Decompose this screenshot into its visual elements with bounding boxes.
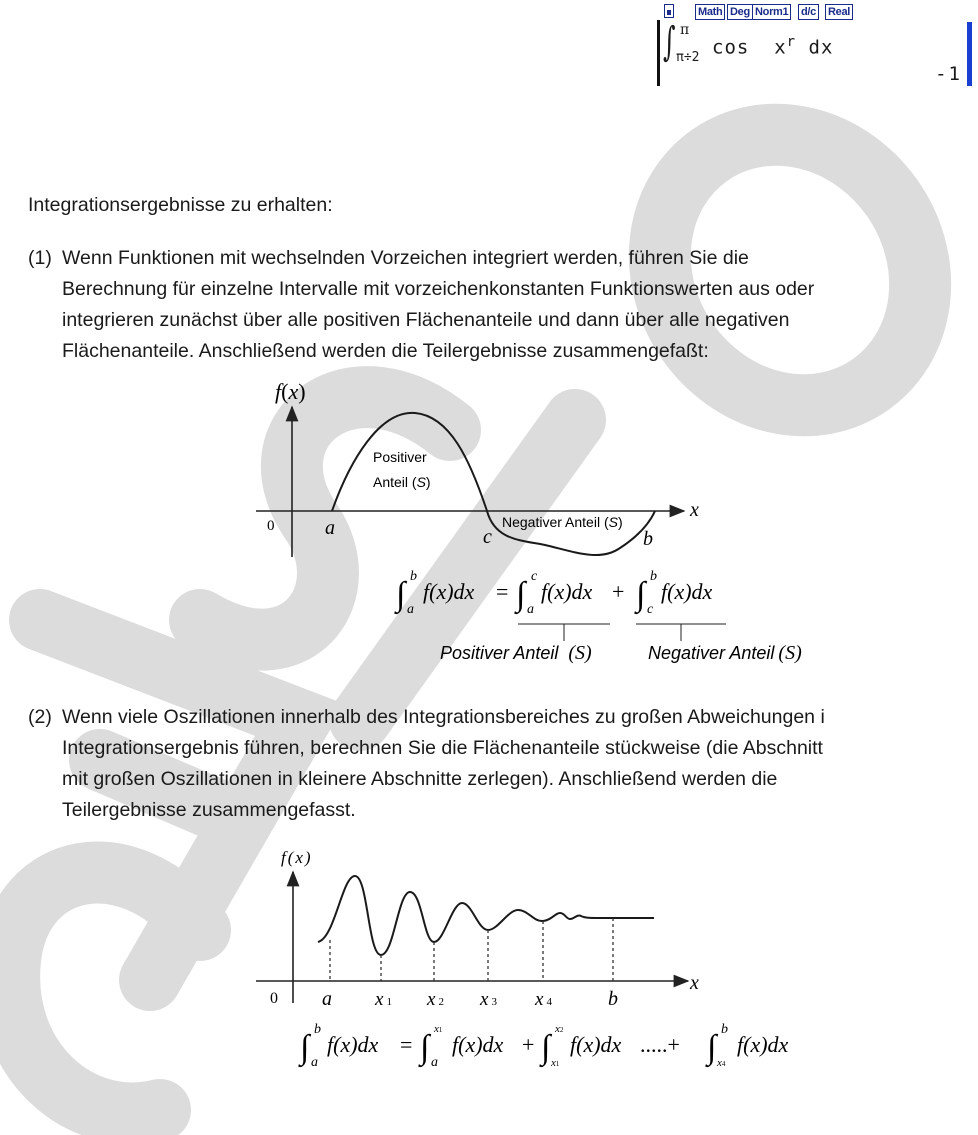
fig1-caption-positive: Positiver Anteil (S) [440,642,592,664]
status-tag-angle: Deg [727,4,753,20]
fig1-point-a: a [325,517,335,539]
fig1-y-label: f(x) [275,379,306,404]
fig2-int-t3: ∫ [707,1029,717,1066]
fig2-x-label: x [690,972,699,994]
fig2-t3-lower: x4 [717,1057,726,1069]
item2-paragraph [28,702,825,826]
calculator-result: -1 [935,63,962,85]
fig2-lhs-lower: a [311,1055,318,1070]
fig1-t1-upper: c [531,569,538,584]
fig2-t2-integrand: f(x)dx [570,1032,622,1057]
fig2-point-x1: x 1 [375,989,392,1010]
calculator-upper-limit: π [680,22,690,38]
fig2-origin: 0 [270,990,278,1007]
item2-line-3: mit großen Oszillationen in kleinere Abschnitte zerlegen). Anschließend werden die [62,768,778,790]
item2-number: (2) [28,706,52,728]
item1-line-4: Flächenanteile. Anschließend werden die Teilergebnisse zusammengefaßt: [62,340,709,362]
fig1-formula [394,569,713,617]
fig2-t3-upper: b [721,1022,728,1037]
fig1-t2-integrand: f(x)dx [661,579,713,604]
fig1-lhs-lower: a [407,602,414,617]
fig2-t1-integrand: f(x)dx [452,1032,504,1057]
fig2-point-a: a [322,988,332,1010]
fig1-lhs-integrand: f(x)dx [423,579,475,604]
fig1-positive-label-2: Anteil (S) [373,474,431,490]
fig2-point-b: b [608,988,618,1010]
fig2-t2-lower: x1 [551,1057,560,1069]
fig2-int-t2: ∫ [541,1029,551,1066]
fig1-x-label: x [690,499,699,521]
fig2-t1-lower: a [431,1055,438,1070]
fig2-point-x2: x 2 [427,989,444,1010]
item1-line-2: Berechnung für einzelne Intervalle mit vorzeichenkonstanten Funktionswerten aus oder [62,278,815,300]
fig1-equals: = [496,579,509,604]
fig1-int-sign-t1: ∫ [516,576,526,613]
fig2-t3-integrand: f(x)dx [737,1032,789,1057]
fig1-plus: + [612,579,625,604]
fig2-int-t1: ∫ [420,1029,430,1066]
fig1-lhs-upper: b [410,569,417,584]
calculator-expression: $\cos x^r$ dx [712,34,834,59]
fig2-t1-upper: x1 [434,1023,443,1035]
item2-line-2: Integrationsergebnis führen, berechnen Sie die Flächenanteile stückweise (die Abschnitt [62,737,823,759]
calculator-integral-sign: ∫ [663,19,676,65]
fig2-lhs-upper: b [314,1022,321,1037]
fig1-point-b: b [643,528,653,550]
fig1-positive-label-1: Positiver [373,449,427,465]
status-tag-math: Math [695,4,725,20]
intro-text: Integrationsergebnisse zu erhalten: [28,194,333,216]
fig1-caption-negative: Negativer Anteil (S) [648,642,802,664]
fig1-t2-upper: b [650,569,657,584]
status-tag-complex: Real [825,4,853,20]
fig1-negative-label: Negativer Anteil (S) [502,514,623,530]
fig1-t1-integrand: f(x)dx [541,579,593,604]
item1-line-1: (1) Wenn Funktionen mit wechselnden Vorzeichen integriert werden, führen Sie die [28,243,814,274]
fig1-t1-lower: a [527,602,534,617]
fig1-int-sign-lhs: ∫ [396,576,406,613]
fig2-point-x3: x 3 [480,989,497,1010]
fig2-point-x4: x 4 [535,989,552,1010]
item1-line-3: integrieren zunächst über alle positiven Flächenanteile und dann über alle negativen [62,309,790,331]
fig2-equals: = [400,1032,413,1057]
fig1-t2-lower: c [647,602,654,617]
status-tag-fraction: d/c [798,4,819,20]
item2-line-4: Teilergebnisse zusammengefasst. [62,799,356,821]
fig1-int-sign-t2: ∫ [636,576,646,613]
fig2-t2-upper: x2 [555,1023,564,1035]
fig1-origin: 0 [267,518,275,534]
status-tag-display: Norm1 [752,4,791,20]
fig2-dots: .....+ [640,1032,680,1057]
fig1-point-c: c [483,526,492,548]
fig2-int-lhs: ∫ [300,1029,310,1066]
calculator-lower-limit: π÷2 [676,50,700,65]
item2-line-1: (2) Wenn viele Oszillationen innerhalb des Integrationsbereiches zu großen Abweichungen i [28,702,825,733]
fig2-lhs-integrand: f(x)dx [327,1032,379,1057]
item1-number: (1) [28,247,52,269]
fig2-y-label: f(x) [281,848,313,867]
fig2-plus-1: + [522,1032,535,1057]
